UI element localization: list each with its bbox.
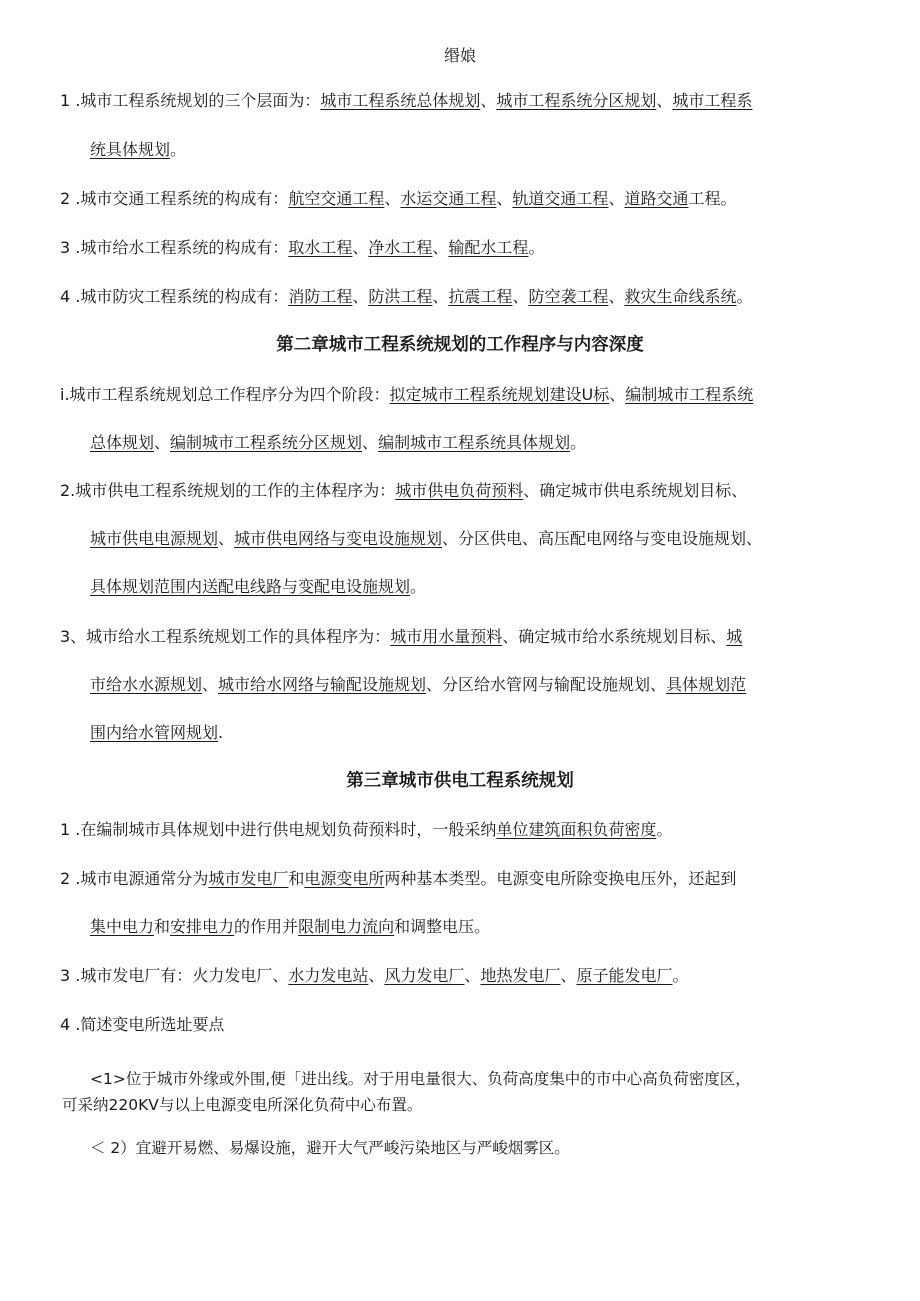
ch3-item2-line1: 2 .城市电源通常分为城市发电厂和电源变电所两种基本类型。电源变电所除变换电压外，还起到 [60, 869, 737, 888]
underlined-term: 城市工程系 [672, 91, 753, 110]
underlined-term: 市给水水源规划 [90, 675, 203, 694]
underlined-term: 城市供电网络与变电设施规划 [234, 529, 443, 548]
ch3-item2-line2: 集中电力和安排电力的作用并限制电力流向和调整电压。 [90, 917, 491, 936]
underlined-term: 水运交通工程 [400, 189, 497, 208]
doc-title: 缗娘 [443, 46, 476, 65]
ch1-item4: 4 .城市防灾工程系统的构成有：消防工程、防洪工程、抗震工程、防空袭工程、救灾生命线系统。 [60, 287, 753, 306]
underlined-term: 单位建筑面积负荷密度 [496, 820, 657, 839]
underlined-term: 城市供电负荷预料 [395, 481, 524, 500]
underlined-term: 总体规划 [90, 433, 155, 452]
underlined-term: 道路交通 [624, 189, 689, 208]
underlined-term: 城市给水网络与输配设施规划 [218, 675, 427, 694]
underlined-term: 防空袭工程 [528, 287, 609, 306]
ch2-item1-line2: 总体规划、编制城市工程系统分区规划、编制城市工程系统具体规划。 [90, 433, 587, 452]
ch3-item4-point1-line2: 可采纳220KV与以上电源变电所深化负荷中心布置。 [62, 1096, 423, 1114]
ch1-item1-line1: 1 .城市工程系统规划的三个层面为：城市工程系统总体规划、城市工程系统分区规划、城市工程系 [60, 91, 753, 110]
underlined-term: 净水工程 [368, 238, 433, 257]
ch2-item2-line3: 具体规划范围内送配电线路与变配电设施规划。 [90, 577, 427, 596]
ch1-item2: 2 .城市交通工程系统的构成有：航空交通工程、水运交通工程、轨道交通工程、道路交通工程。 [60, 189, 737, 208]
ch2-item2-line2: 城市供电电源规划、城市供电网络与变电设施规划、分区供电、高压配电网络与变电设施规划、 [90, 529, 763, 548]
underlined-term: 水力发电站 [288, 966, 369, 985]
underlined-term: 防洪工程 [368, 287, 433, 306]
ch2-item3-line3: 围内给水管网规划. [90, 723, 224, 742]
ch2-item3-line2: 市给水水源规划、城市给水网络与输配设施规划、分区给水管网与输配设施规划、具体规划范 [90, 675, 747, 694]
underlined-term: 城市用水量预料 [390, 627, 503, 646]
underlined-term: 地热发电厂 [480, 966, 561, 985]
ch1-item1-line2: 统具体规划。 [90, 140, 187, 159]
underlined-term: 城 [726, 627, 743, 646]
underlined-term: 航空交通工程 [288, 189, 385, 208]
underlined-term: 城市工程系统分区规划 [496, 91, 657, 110]
ch3-item1: 1 .在编制城市具体规划中进行供电规划负荷预料时，一般采纳单位建筑面积负荷密度。 [60, 820, 673, 839]
ch3-item4-point2: ＜ 2）宜避开易燃、易爆设施，避开大气严峻污染地区与严峻烟雾区。 [90, 1139, 570, 1157]
underlined-term: 具体规划范围内送配电线路与变配电设施规划 [90, 577, 411, 596]
underlined-term: 编制城市工程系统分区规划 [170, 433, 363, 452]
underlined-term: 城市供电电源规划 [90, 529, 219, 548]
underlined-term: 原子能发电厂 [576, 966, 673, 985]
ch2-item2-line1: 2.城市供电工程系统规划的工作的主体程序为：城市供电负荷预料、确定城市供电系统规划目标、 [60, 481, 748, 500]
ch1-item3: 3 .城市给水工程系统的构成有：取水工程、净水工程、输配水工程。 [60, 238, 545, 257]
ch2-item3-line1: 3、城市给水工程系统规划工作的具体程序为：城市用水量预料、确定城市给水系统规划目标、城 [60, 627, 743, 646]
underlined-term: 抗震工程 [448, 287, 513, 306]
underlined-term: 围内给水管网规划 [90, 723, 219, 742]
underlined-term: 消防工程 [288, 287, 353, 306]
underlined-term: 救灾生命线系统 [624, 287, 737, 306]
underlined-term: 统具体规划 [90, 140, 171, 159]
underlined-term: 城市发电厂 [208, 869, 289, 888]
underlined-term: 编制城市工程系统 [625, 385, 754, 404]
underlined-term: 具体规划范 [666, 675, 747, 694]
underlined-term: 轨道交通工程 [512, 189, 609, 208]
underlined-term: 安排电力 [170, 917, 235, 936]
underlined-term: 编制城市工程系统具体规划 [378, 433, 571, 452]
underlined-term: 风力发电厂 [384, 966, 465, 985]
ch3-item4-heading: 4 .简述变电所选址要点 [60, 1015, 225, 1034]
ch3-item3: 3 .城市发电厂有：火力发电厂、水力发电站、风力发电厂、地热发电厂、原子能发电厂。 [60, 966, 689, 985]
underlined-term: 输配水工程 [448, 238, 529, 257]
underlined-term: 取水工程 [288, 238, 353, 257]
chapter2-heading: 第二章城市工程系统规划的工作程序与内容深度 [276, 335, 644, 355]
underlined-term: 拟定城市工程系统规划建设U标 [389, 385, 610, 404]
underlined-term: 城市工程系统总体规划 [320, 91, 481, 110]
chapter3-heading: 第三章城市供电工程系统规划 [346, 771, 574, 791]
underlined-term: 限制电力流向 [298, 917, 395, 936]
ch2-item1-line1: i.城市工程系统规划总工作程序分为四个阶段：拟定城市工程系统规划建设U标、编制城市工程系统 [60, 385, 754, 404]
underlined-term: 电源变电所 [304, 869, 385, 888]
underlined-term: 集中电力 [90, 917, 155, 936]
ch3-item4-point1-line1: <1>位于城市外缘或外围,便「进出线。对于用电量很大、负荷高度集中的市中心高负荷密度区， [90, 1070, 751, 1088]
